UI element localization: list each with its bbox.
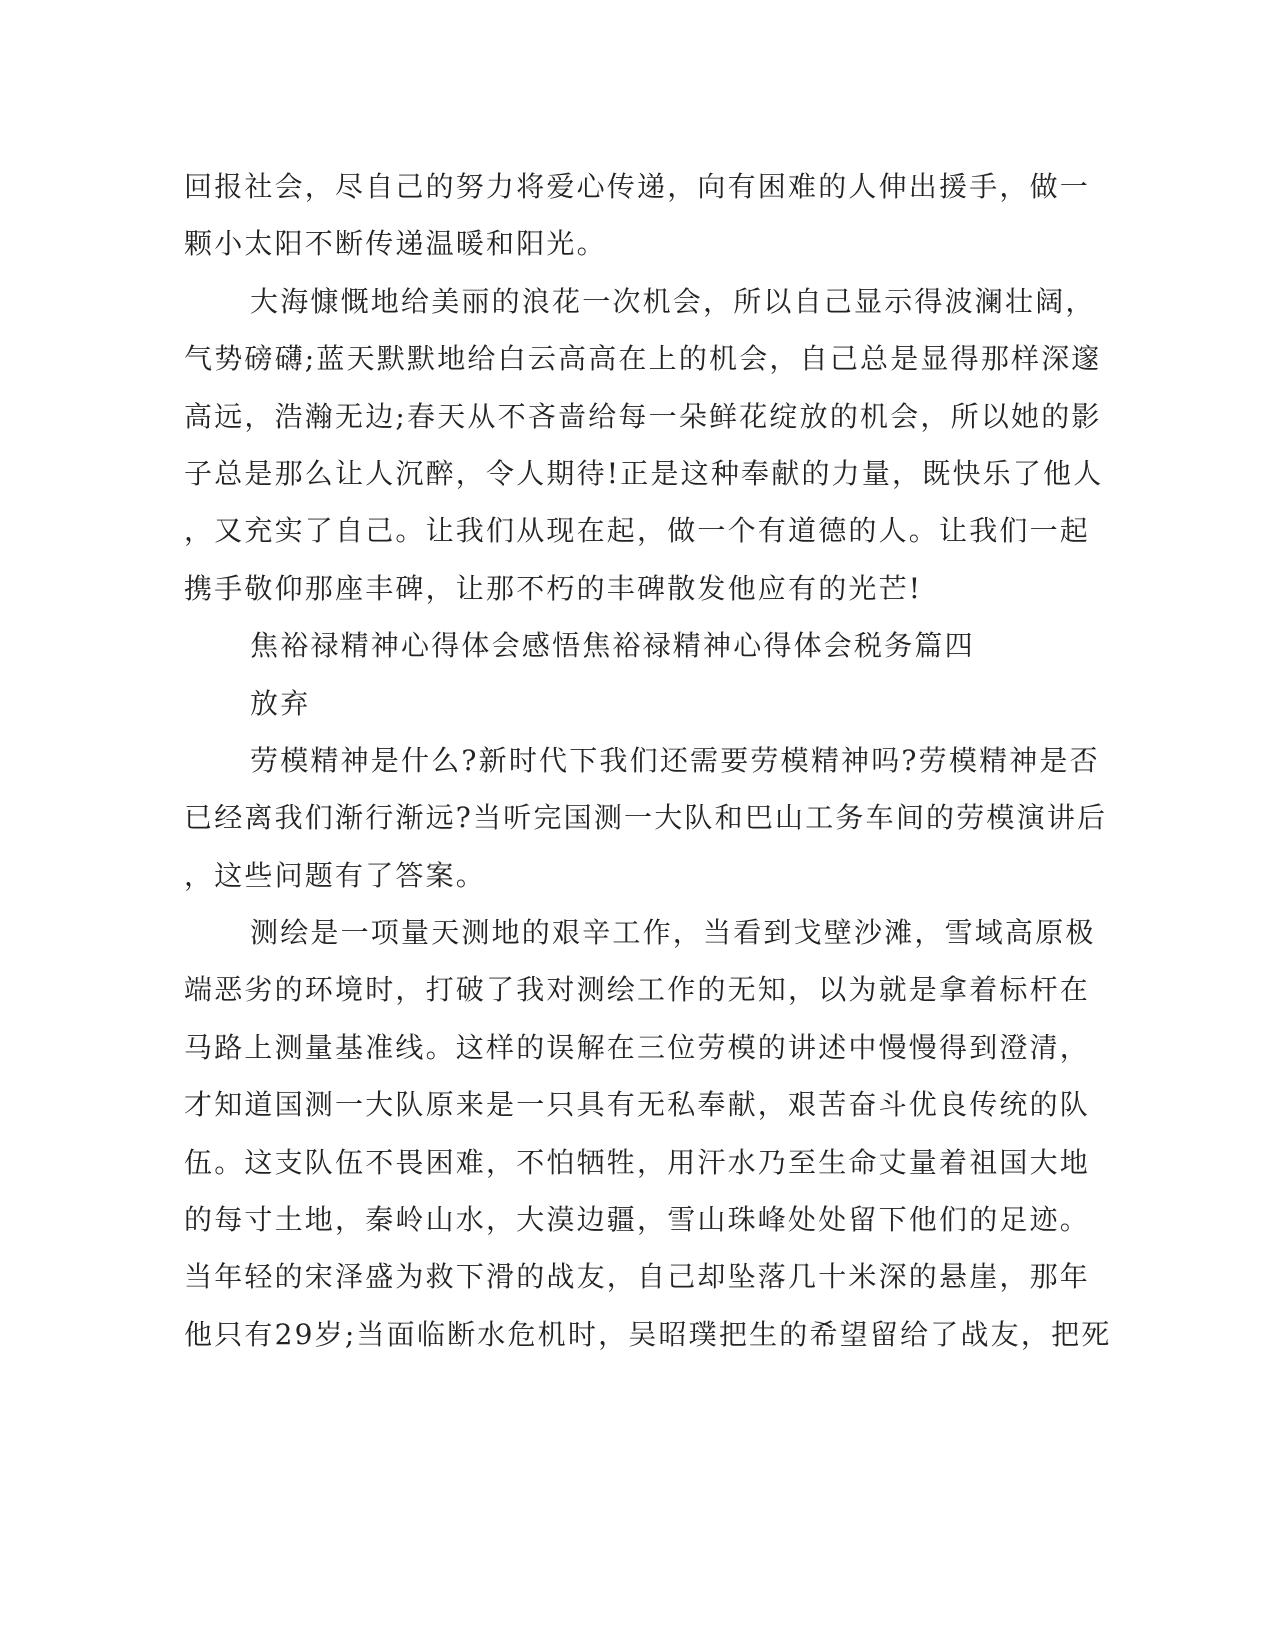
text-line: ，这些问题有了答案。 [184,858,487,892]
text-line: 高远，浩瀚无边;春天从不吝啬给每一朵鲜花绽放的机会，所以她的影 [184,399,1102,433]
text-line: 子总是那么让人沉醉，令人期待!正是这种奉献的力量，既快乐了他人 [184,456,1104,490]
text-line: 大海慷慨地给美丽的浪花一次机会，所以自己显示得波澜壮阔， [250,284,1096,318]
text-line: 回报社会，尽自己的努力将爱心传递，向有困难的人伸出援手，做一 [184,170,1091,203]
text-line: 颗小太阳不断传递温暖和阳光。 [184,227,607,261]
text-line: 气势磅礴;蓝天默默地给白云高高在上的机会，自己总是显得那样深邃 [184,342,1102,376]
document-body [184,158,1112,1363]
text-line: 劳模精神是什么?新时代下我们还需要劳模精神吗?劳模精神是否 [250,743,1100,777]
text-line: 的每寸土地，秦岭山水，大漠边疆，雪山珠峰处处留下他们的足迹。 [184,1203,1091,1237]
text-line: 当年轻的宋泽盛为救下滑的战友，自己却坠落几十米深的悬崖，那年 [184,1260,1091,1294]
text-line: ，又充实了自己。让我们从现在起，做一个有道德的人。让我们一起 [184,514,1091,548]
text-line: 马路上测量基准线。这样的误解在三位劳模的讲述中慢慢得到澄清， [184,1030,1091,1064]
text-line: 才知道国测一大队原来是一只具有无私奉献，艰苦奋斗优良传统的队 [184,1088,1091,1122]
text-line: 伍。这支队伍不畏困难，不怕牺牲，用汗水乃至生命丈量着祖国大地 [184,1145,1091,1179]
text-line: 已经离我们渐行渐远?当听完国测一大队和巴山工务车间的劳模演讲后 [184,801,1108,835]
text-line: 携手敬仰那座丰碑，让那不朽的丰碑散发他应有的光芒! [184,571,923,605]
text-line: 他只有29岁;当面临断水危机时，吴昭璞把生的希望留给了战友，把死 [184,1317,1112,1351]
section-subheading: 放弃 [250,686,311,720]
text-line: 测绘是一项量天测地的艰辛工作，当看到戈壁沙滩，雪域高原极 [250,916,1096,950]
section-heading: 焦裕禄精神心得体会感悟焦裕禄精神心得体会税务篇四 [250,629,975,663]
text-line: 端恶劣的环境时，打破了我对测绘工作的无知，以为就是拿着标杆在 [184,973,1091,1007]
